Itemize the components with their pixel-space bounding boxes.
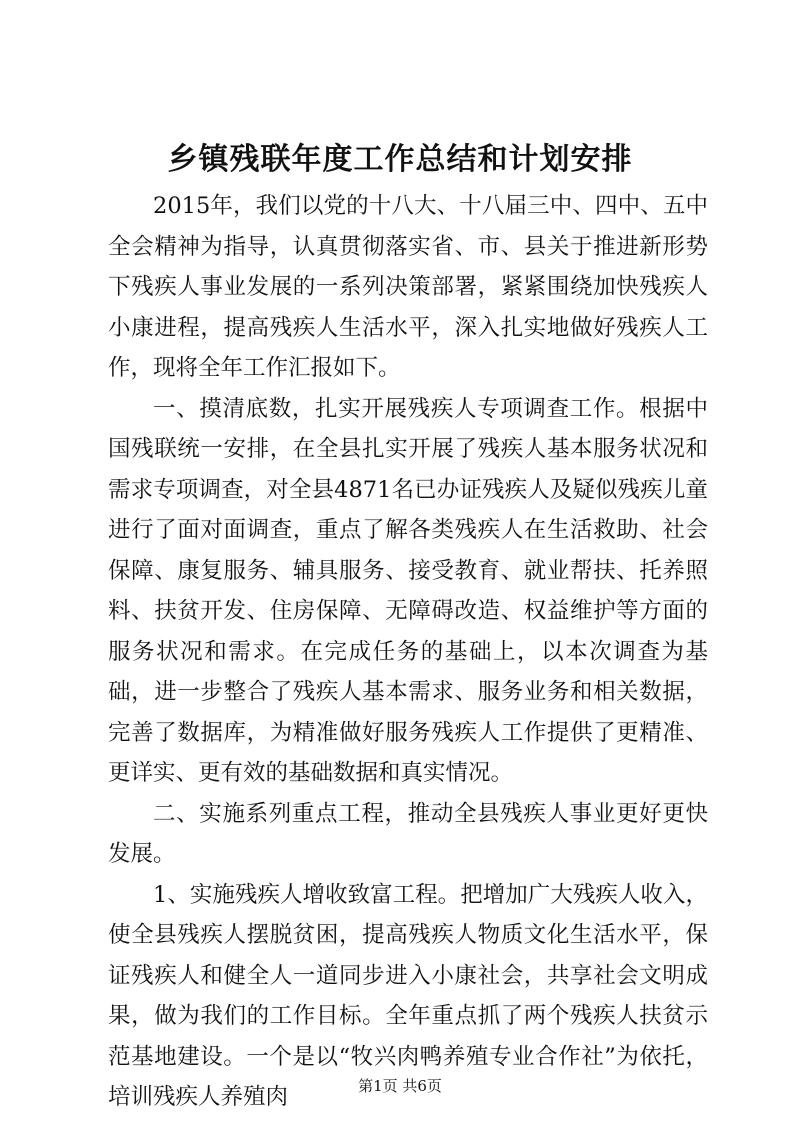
page-number-label: 第1页 共6页: [358, 1077, 442, 1095]
paragraph-section-one: 一、摸清底数，扎实开展残疾人专项调查工作。根据中国残联统一安排，在全县扎实开展了残疾人基本服务状况和需求专项调查，对全县4871名已办证残疾人及疑似残疾儿童进行了面对面调查，重点了解各类残疾人在生活救助、社会保障、康复服务、辅具服务、接受教育、就业帮扶、托养照料、扶贫开发、住房保障、无障碍改造、权益维护等方面的服务状况和需求。在完成任务的基础上，以本次调查为基础，进一步整合了残疾人基本需求、服务业务和相关数据，完善了数据库，为精准做好服务残疾人工作提供了更精准、更详实、更有效的基础数据和真实情况。: [108, 395, 708, 786]
paragraph-intro: 2015年，我们以党的十八大、十八届三中、四中、五中全会精神为指导，认真贯彻落实省、市、县关于推进新形势下残疾人事业发展的一系列决策部署，紧紧围绕加快残疾人小康进程，提高残疾人生活水平，深入扎实地做好残疾人工作，现将全年工作汇报如下。: [108, 193, 708, 381]
paragraph-item-one: 1、实施残疾人增收致富工程。把增加广大残疾人收入，使全县残疾人摆脱贫困，提高残疾人物质文化生活水平，保证残疾人和健全人一道同步进入小康社会，共享社会文明成果，做为我们的工作目标。全年重点抓了两个残疾人扶贫示范基地建设。一个是以“牧兴肉鸭养殖专业合作社”为依托，培训残疾人养殖肉: [108, 881, 708, 1110]
paragraph-section-two-heading: 二、实施系列重点工程，推动全县残疾人事业更好更快发展。: [108, 800, 708, 867]
page-footer: [0, 1076, 800, 1096]
document-body: [108, 186, 708, 1118]
page-title: 乡镇残联年度工作总结和计划安排: [167, 142, 633, 177]
